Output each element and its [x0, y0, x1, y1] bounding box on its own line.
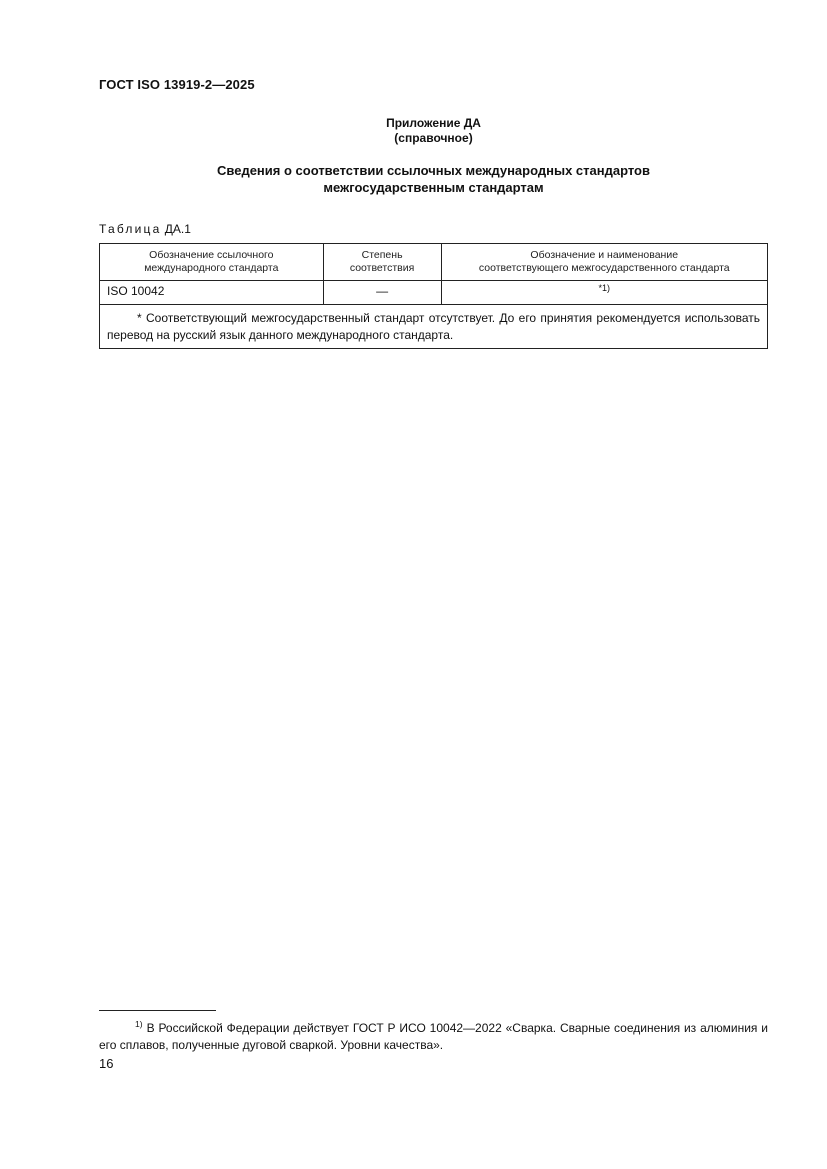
annex-status: (справочное)	[394, 131, 473, 145]
annex-title	[99, 162, 768, 196]
cell-gost: *1)	[441, 281, 767, 305]
header-col3-line2: соответствующего межгосударственного стандарта	[478, 262, 730, 274]
header-col3-line1: Обозначение и наименование	[530, 249, 679, 261]
footnote-divider	[99, 1010, 216, 1011]
footnote-text: В Российской Федерации действует ГОСТ Р ИСО 10042—2022 «Сварка. Сварные соединения из алюминия и его сплавов, полученные дуговой сваркой. Уровни качества».	[99, 1021, 768, 1052]
header-col1-line1: Обозначение ссылочного	[149, 249, 274, 261]
document-code: ГОСТ ISO 13919-2—2025	[99, 77, 255, 92]
cell-degree: —	[323, 281, 441, 305]
cell-reference: ISO 10042	[100, 281, 324, 305]
annex-label: Приложение ДА	[386, 116, 481, 130]
header-degree	[323, 244, 441, 281]
annex-heading	[99, 116, 768, 146]
header-col1-line2: международного стандарта	[144, 262, 279, 274]
table-header-row	[100, 244, 768, 281]
annex-title-line1: Сведения о соответствии ссылочных международных стандартов	[217, 163, 650, 178]
table-note-row	[100, 305, 768, 349]
table-caption	[99, 222, 191, 236]
footnote	[99, 1016, 768, 1054]
header-col2-line2: соответствия	[349, 262, 415, 274]
correspondence-table	[99, 243, 768, 349]
table-caption-word: Таблица	[99, 222, 162, 236]
table-note-cell	[100, 305, 768, 349]
header-interstate-standard	[441, 244, 767, 281]
table-note: * Соответствующий межгосударственный стандарт отсутствует. До его принятия рекомендуется использовать перевод на русский язык данного международного стандарта.	[107, 311, 760, 342]
table-row	[100, 281, 768, 305]
page-number: 16	[99, 1056, 114, 1071]
annex-title-line2: межгосударственным стандартам	[323, 180, 544, 195]
header-col2-line1: Степень	[361, 249, 403, 261]
table-caption-number: ДА.1	[164, 222, 191, 236]
header-reference-standard	[100, 244, 324, 281]
footnote-marker: 1)	[135, 1019, 143, 1029]
